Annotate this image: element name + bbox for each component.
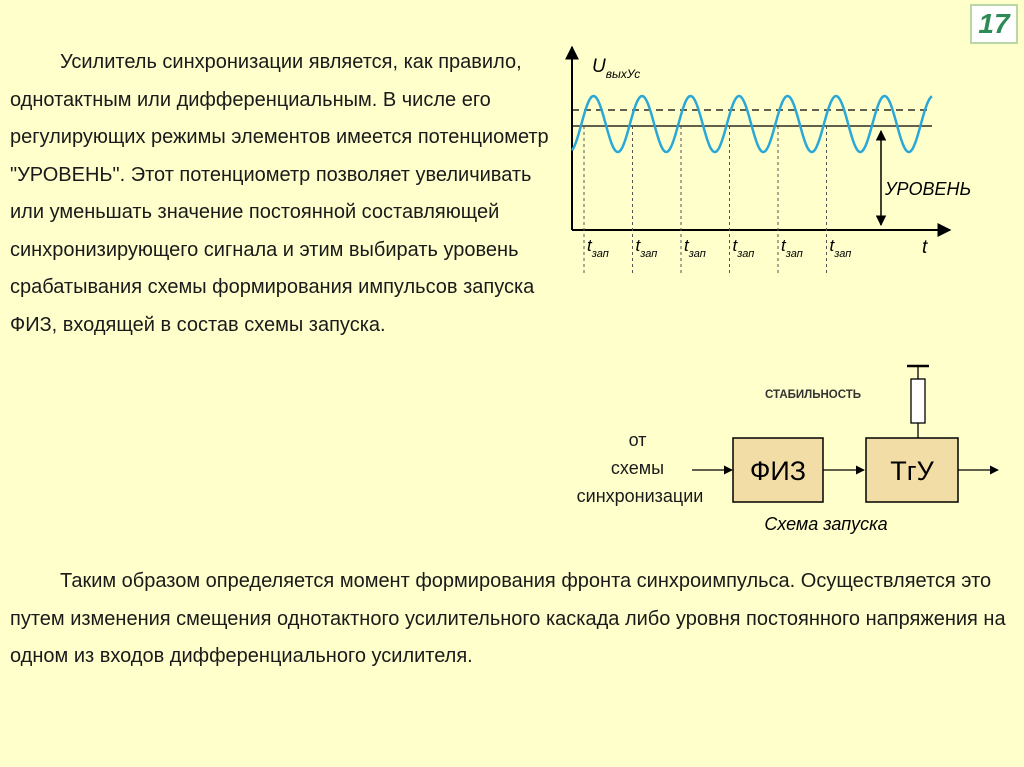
level-label: УРОВЕНЬ bbox=[885, 179, 972, 199]
stability-label: СТАБИЛЬНОСТЬ bbox=[765, 389, 862, 401]
tgu-block-label: ТгУ bbox=[890, 456, 934, 486]
trigger-time-label: $t_{зап}$ bbox=[781, 236, 803, 260]
y-axis-label: $U_{выхУс}$ bbox=[592, 56, 641, 81]
trigger-time-labels bbox=[587, 236, 851, 260]
trigger-time-label: $t_{зап}$ bbox=[732, 236, 755, 260]
launch-circuit-diagram bbox=[555, 355, 1005, 550]
input-source-label: от схемы синхронизации bbox=[576, 430, 704, 506]
stability-potentiometer-icon bbox=[907, 366, 929, 438]
trigger-time-label: $t_{зап}$ bbox=[587, 236, 609, 260]
waveform-diagram bbox=[540, 40, 972, 285]
trigger-time-label: $t_{зап}$ bbox=[684, 236, 706, 260]
paragraph-conclusion: Таким образом определяется момент формирования фронта синхроимпульса. Осуществляется это путем изменения смещения однотактного усилительного каскада либо уровня постоянного напряжения на одном из входов дифференциального усилителя. bbox=[10, 570, 1006, 667]
fiz-block-label: ФИЗ bbox=[749, 456, 807, 486]
sine-wave bbox=[572, 96, 932, 152]
trigger-time-label: $t_{зап}$ bbox=[829, 236, 852, 260]
trigger-time-label: $t_{зап}$ bbox=[635, 236, 658, 260]
paragraph-synchronization-amplifier: Усилитель синхронизации является, как правило, однотактным или дифференциальным. В числе его регулирующих режимы элементов имеется потенциометр "УРОВЕНЬ". Этот потенциометр позволяет увеличивать или уменьшать значение постоянной составляющей синхронизирующего сигнала и этим выбирать уровень срабатывания схемы формирования импульсов запуска ФИЗ, входящей в состав схемы запуска. bbox=[10, 51, 549, 336]
page-number: 17 bbox=[970, 4, 1018, 44]
x-axis-label: t bbox=[922, 237, 928, 258]
launch-circuit-caption: Схема запуска bbox=[764, 514, 888, 534]
